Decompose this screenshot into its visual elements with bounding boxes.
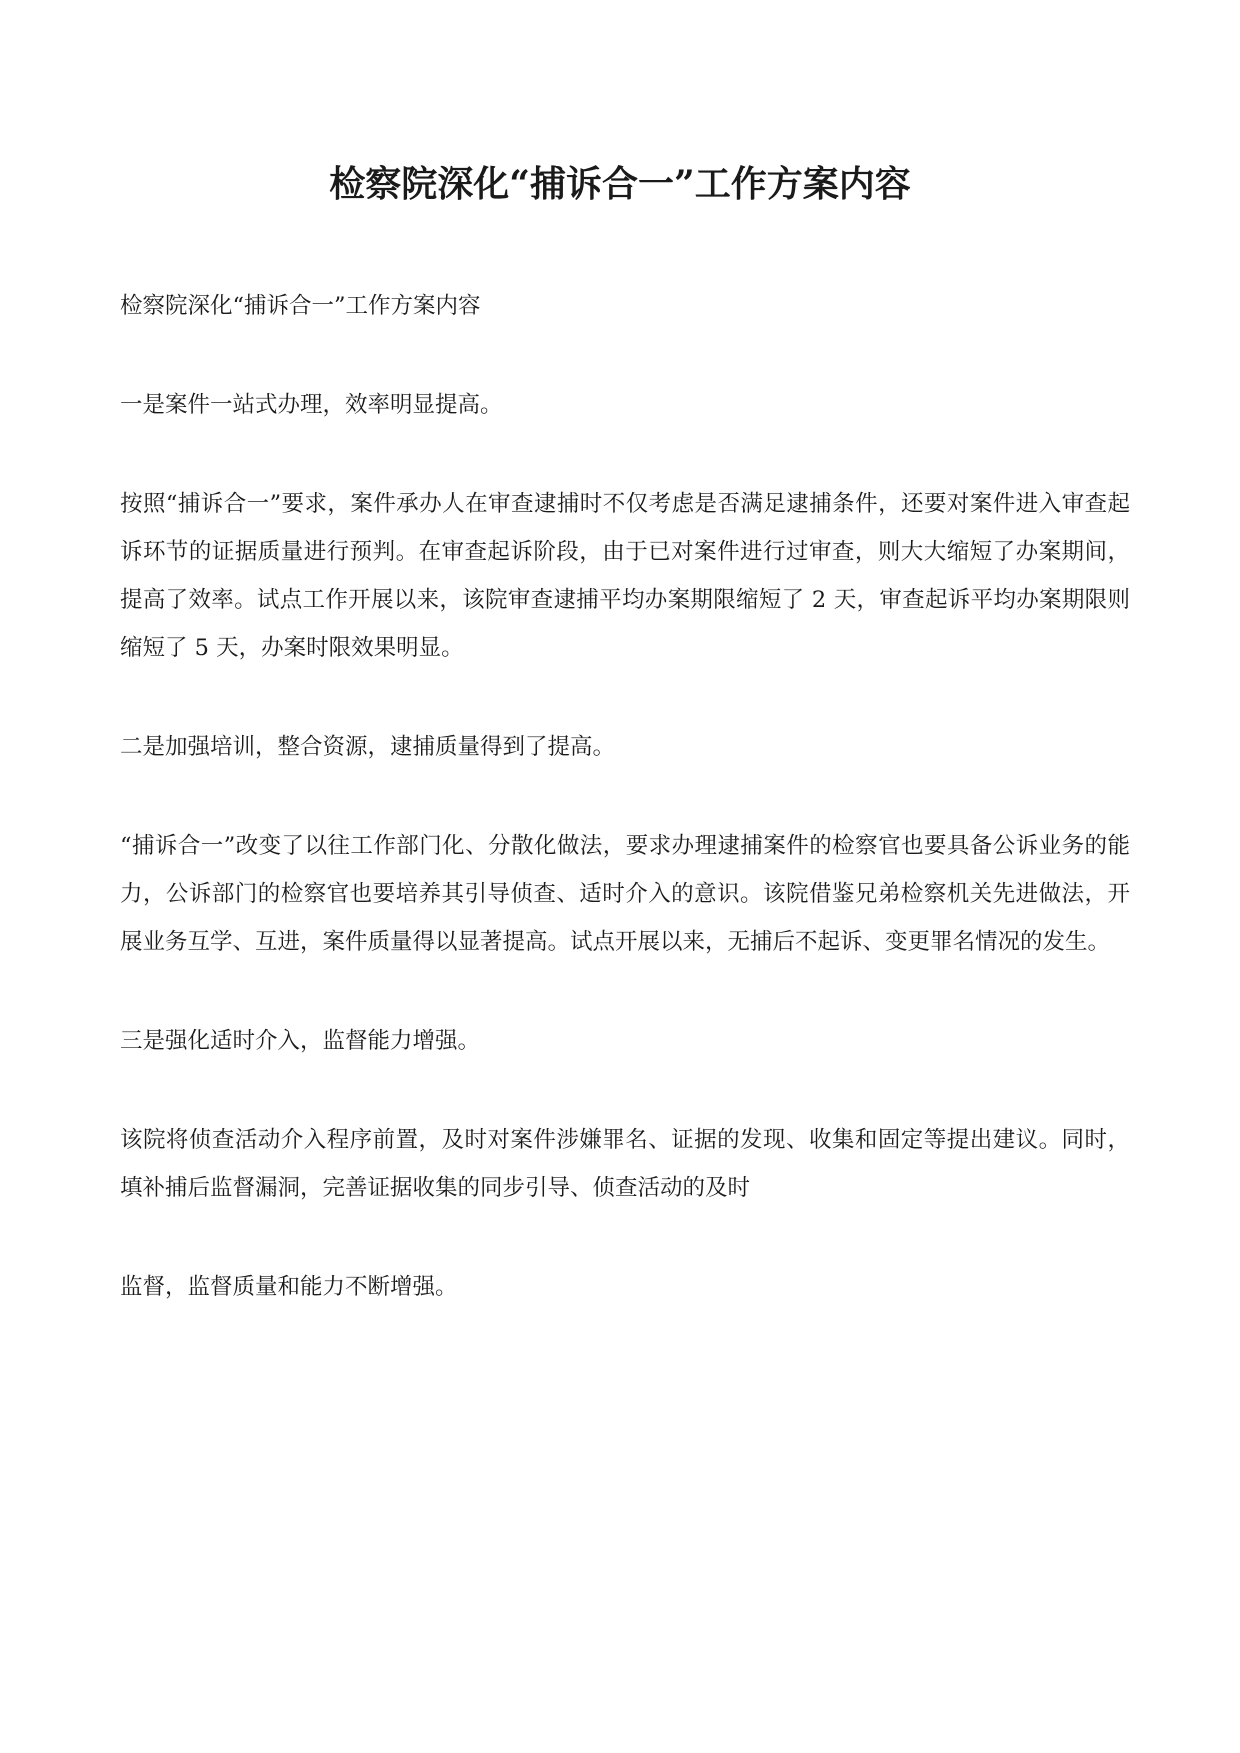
paragraph-point-two-body: “捕诉合一”改变了以往工作部门化、分散化做法，要求办理逮捕案件的检察官也要具备公诉业务的能力，公诉部门的检察官也要培养其引导侦查、适时介入的意识。该院借鉴兄弟检察机关先进做法，开展业务互学、互进，案件质量得以显著提高。试点开展以来，无捕后不起诉、变更罪名情况的发生。 [120,833,1130,955]
paragraph-point-three-body: 该院将侦查活动介入程序前置，及时对案件涉嫌罪名、证据的发现、收集和固定等提出建议。同时，填补捕后监督漏洞，完善证据收集的同步引导、侦查活动的及时 [120,1127,1130,1201]
paragraph-point-one-body: 按照“捕诉合一”要求，案件承办人在审查逮捕时不仅考虑是否满足逮捕条件，还要对案件进入审查起诉环节的证据质量进行预判。在审查起诉阶段，由于已对案件进行过审查，则大大缩短了办案期间，提高了效率。试点工作开展以来，该院审查逮捕平均办案期限缩短了 2 天，审查起诉平均办案期限则缩短了 5 天，办案时限效果明显。 [120,491,1130,661]
paragraph-point-one-heading: 一是案件一站式办理，效率明显提高。 [120,392,503,418]
paragraph-subtitle: 检察院深化“捕诉合一”工作方案内容 [120,293,481,319]
paragraph-point-three-heading: 三是强化适时介入，监督能力增强。 [120,1028,481,1054]
document-body [120,282,1130,1362]
paragraph-point-three-body-continued: 监督，监督质量和能力不断增强。 [120,1274,458,1300]
paragraph-point-two-heading: 二是加强培训，整合资源，逮捕质量得到了提高。 [120,734,616,760]
document-title: 检察院深化“捕诉合一”工作方案内容 [329,163,911,205]
